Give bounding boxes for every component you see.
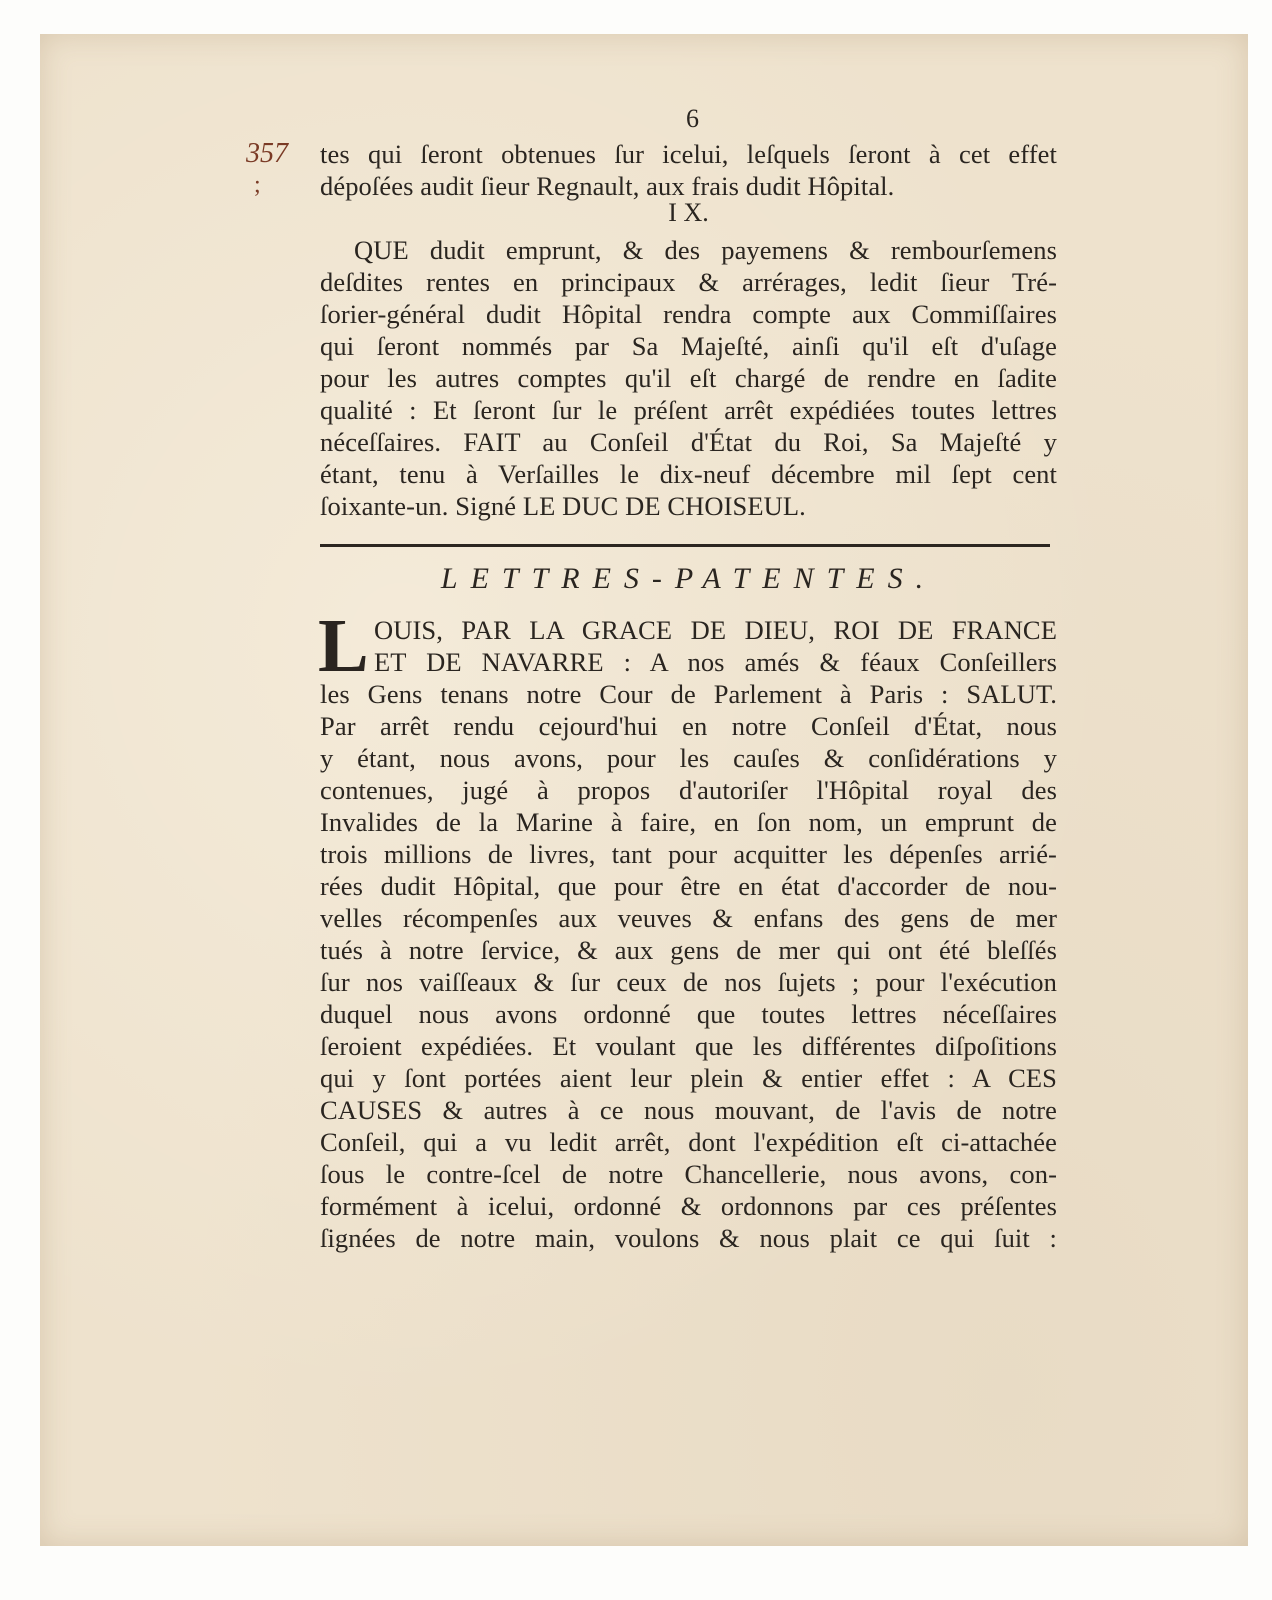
- text-line: ſeroient expédiées. Et voulant que les différentes diſpoſitions: [320, 1031, 1057, 1061]
- text-line: Invalides de la Marine à faire, en ſon nom, un emprunt de: [320, 807, 1057, 837]
- text-line: deſdites rentes en principaux & arrérages, ledit ſieur Tré-: [320, 267, 1057, 297]
- text-line: les Gens tenans notre Cour de Parlement à Paris : SALUT.: [320, 679, 1057, 709]
- text-line: étant, tenu à Verſailles le dix-neuf décembre mil ſept cent: [320, 459, 1057, 489]
- text-line: OUIS, PAR LA GRACE DE DIEU, ROI DE FRANCE: [374, 615, 1057, 645]
- text-line: ſoixante-un. Signé LE DUC DE CHOISEUL.: [320, 491, 806, 521]
- text-line: Par arrêt rendu cejourd'hui en notre Conſeil d'État, nous: [320, 711, 1057, 741]
- text-line: y étant, nous avons, pour les cauſes & conſidérations y: [320, 743, 1057, 773]
- text-line: néceſſaires. FAIT au Conſeil d'État du Roi, Sa Majeſté y: [320, 427, 1057, 457]
- text-line: CAUSES & autres à ce nous mouvant, de l'avis de notre: [320, 1095, 1057, 1125]
- text-line: pour les autres comptes qu'il eſt chargé de rendre en ſadite: [320, 363, 1057, 393]
- article-paragraph: [320, 234, 1057, 522]
- text-line: qui y ſont portées aient leur plein & entier effet : A CES: [320, 1063, 1057, 1093]
- text-line: velles récompenſes aux veuves & enfans des gens de mer: [320, 903, 1057, 933]
- text-line: ſous le contre-ſcel de notre Chancellerie, nous avons, con-: [320, 1159, 1057, 1189]
- section-title: LETTRES-PATENTES.: [440, 562, 937, 595]
- text-line: ſorier-général dudit Hôpital rendra compte aux Commiſſaires: [320, 299, 1057, 329]
- article-heading: I X.: [668, 198, 709, 227]
- text-line: trois millions de livres, tant pour acquitter les dépenſes arrié-: [320, 839, 1057, 869]
- margin-mark: ;: [254, 172, 261, 198]
- drop-cap: L: [318, 604, 369, 688]
- text-line: contenues, jugé à propos d'autoriſer l'Hôpital royal des: [320, 775, 1057, 805]
- text-line: rées dudit Hôpital, que pour être en état d'accorder de nou-: [320, 871, 1057, 901]
- text-line: QUE dudit emprunt, & des payemens & rembourſemens: [354, 235, 1057, 265]
- handwritten-margin-note: 357: [246, 138, 288, 169]
- text-line: dépoſées audit ſieur Regnault, aux frais dudit Hôpital.: [320, 171, 895, 201]
- text-line: Conſeil, qui a vu ledit arrêt, dont l'expédition eſt ci-attachée: [320, 1127, 1057, 1157]
- letters-patentes-paragraph: [318, 604, 1057, 1254]
- section-divider: [320, 544, 1050, 547]
- text-line: tués à notre ſervice, & aux gens de mer qui ont été bleſſés: [320, 935, 1057, 965]
- text-line: qui ſeront nommés par Sa Majeſté, ainſi qu'il eſt d'uſage: [320, 331, 1057, 361]
- text-line: ET DE NAVARRE : A nos amés & féaux Conſeillers: [374, 647, 1057, 677]
- text-line: formément à icelui, ordonné & ordonnons par ces préſentes: [320, 1191, 1057, 1221]
- page-number: 6: [686, 104, 699, 133]
- text-line: ſur nos vaiſſeaux & ſur ceux de nos ſujets ; pour l'exécution: [320, 967, 1057, 997]
- continuation-paragraph: [320, 138, 1057, 202]
- text-line: tes qui ſeront obtenues ſur icelui, leſquels ſeront à cet effet: [320, 139, 1057, 169]
- text-line: qualité : Et ſeront ſur le préſent arrêt expédiées toutes lettres: [320, 395, 1057, 425]
- text-line: ſignées de notre main, voulons & nous plait ce qui ſuit :: [320, 1223, 1057, 1253]
- text-line: duquel nous avons ordonné que toutes lettres néceſſaires: [320, 999, 1057, 1029]
